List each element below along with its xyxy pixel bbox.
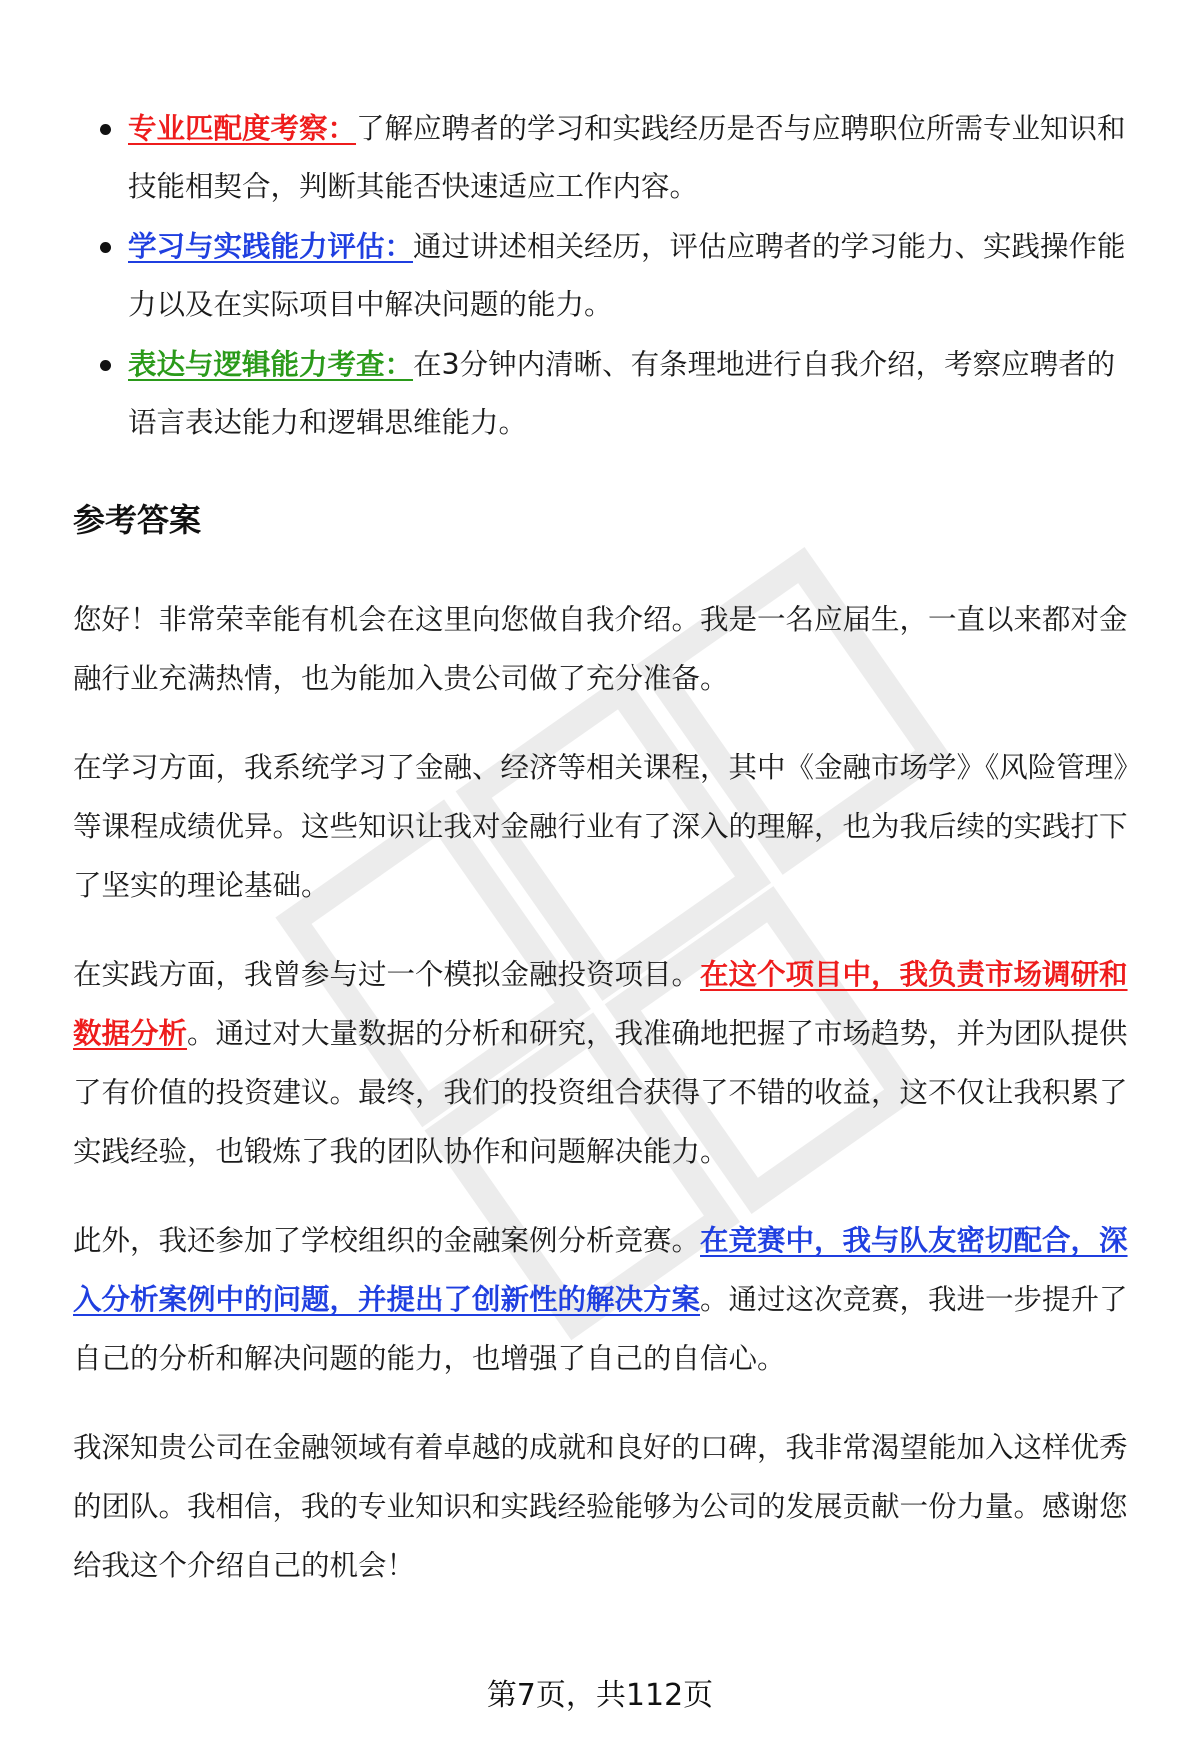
page-number: 第7页，共112页 xyxy=(486,1678,714,1713)
answer-body xyxy=(73,590,1148,1625)
bullet-item-professional-match xyxy=(96,100,1141,216)
highlight-red: 在这个项目中，我负责市场调研和数据分析 xyxy=(73,958,1128,1050)
bullet-dot-icon xyxy=(100,124,111,135)
bullet-dot-icon xyxy=(100,360,111,371)
paragraph-text: 。通过对大量数据的分析和研究，我准确地把握了市场趋势，并为团队提供了有价值的投资建议。最终，我们的投资组合获得了不错的收益，这不仅让我积累了实践经验，也锻炼了我的团队协作和问题解决能力。 xyxy=(73,1017,1128,1168)
bullet-keyword: 学习与实践能力评估： xyxy=(128,230,414,263)
bullet-item-expression-logic xyxy=(96,336,1141,452)
bullet-item-learning-practice xyxy=(96,218,1141,334)
bullet-keyword: 表达与逻辑能力考查： xyxy=(128,348,414,381)
paragraph-practice xyxy=(73,945,1148,1181)
paragraph-text: 。通过这次竞赛，我进一步提升了自己的分析和解决问题的能力，也增强了自己的自信心。 xyxy=(73,1283,1128,1375)
bullet-keyword: 专业匹配度考察： xyxy=(128,112,357,145)
bullet-text: 通过讲述相关经历，评估应聘者的学习能力、实践操作能力以及在实际项目中解决问题的能力。 xyxy=(128,230,1126,321)
bullet-dot-icon xyxy=(100,242,111,253)
bullet-text: 在3分钟内清晰、有条理地进行自我介绍，考察应聘者的语言表达能力和逻辑思维能力。 xyxy=(128,348,1116,439)
section-heading: 参考答案 xyxy=(73,501,202,539)
paragraph-competition xyxy=(73,1211,1148,1388)
bullet-text: 了解应聘者的学习和实践经历是否与应聘职位所需专业知识和技能相契合，判断其能否快速适应工作内容。 xyxy=(128,112,1126,203)
paragraph-greeting: 您好！非常荣幸能有机会在这里向您做自我介绍。我是一名应届生，一直以来都对金融行业充满热情，也为能加入贵公司做了充分准备。 xyxy=(73,603,1128,695)
paragraph-text: 此外，我还参加了学校组织的金融案例分析竞赛。 xyxy=(73,1224,701,1257)
evaluation-points-list xyxy=(96,100,1141,454)
highlight-blue: 在竞赛中，我与队友密切配合，深入分析案例中的问题，并提出了创新性的解决方案 xyxy=(73,1224,1128,1316)
paragraph-text: 在实践方面，我曾参与过一个模拟金融投资项目。 xyxy=(73,958,701,991)
paragraph-closing: 我深知贵公司在金融领域有着卓越的成就和良好的口碑，我非常渴望能加入这样优秀的团队。我相信，我的专业知识和实践经验能够为公司的发展贡献一份力量。感谢您给我这个介绍自己的机会！ xyxy=(73,1431,1128,1582)
paragraph-study: 在学习方面，我系统学习了金融、经济等相关课程，其中《金融市场学》《风险管理》等课程成绩优异。这些知识让我对金融行业有了深入的理解，也为我后续的实践打下了坚实的理论基础。 xyxy=(73,751,1142,902)
